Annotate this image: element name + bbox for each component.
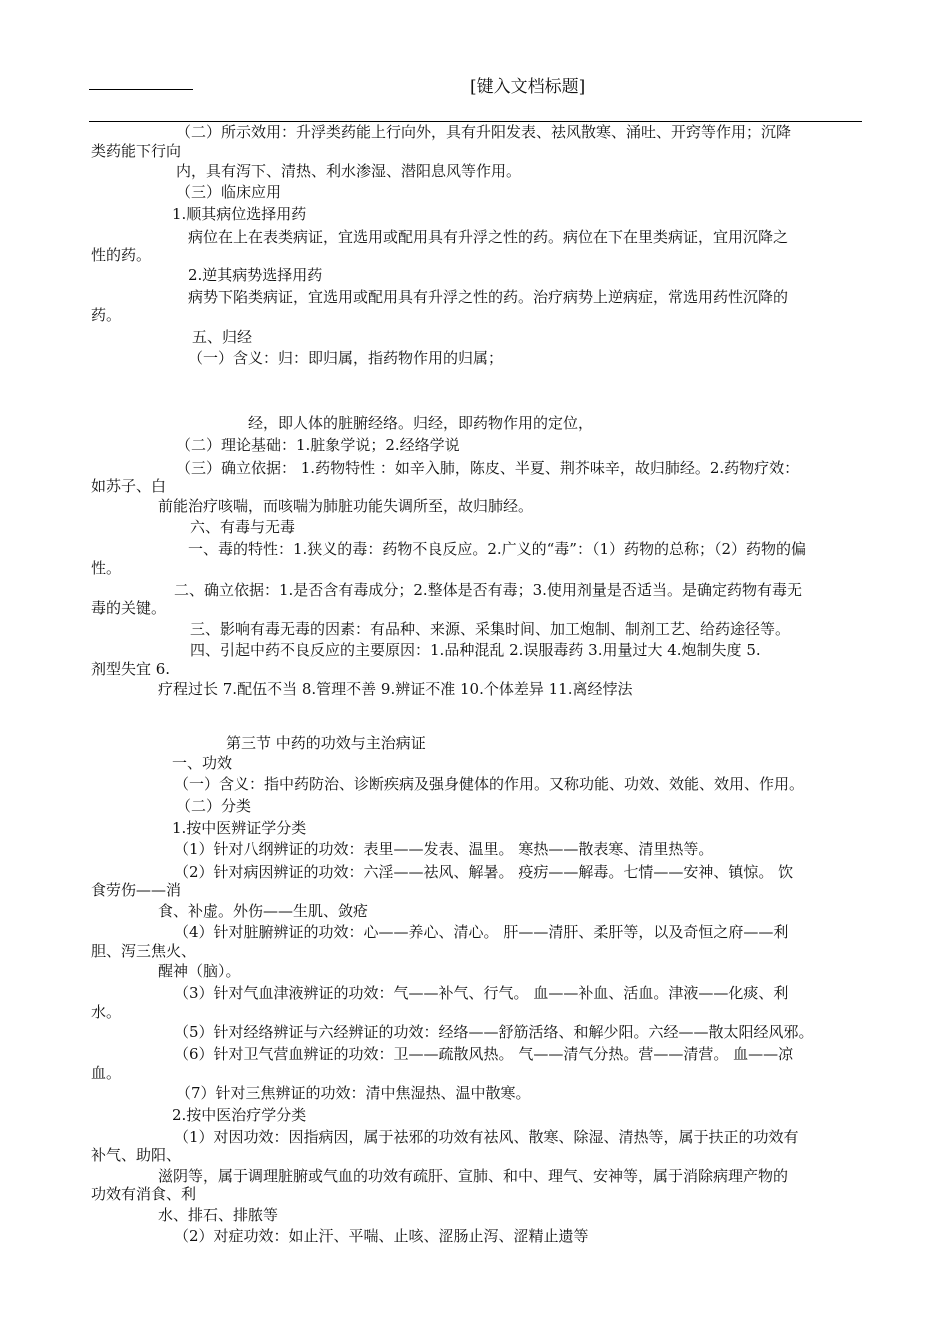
text-line: 类药能下行向 <box>91 142 182 160</box>
subsection-heading: 1.顺其病位选择用药 <box>172 205 307 223</box>
text-line: 病势下陷类病证，宜选用或配用具有升浮之性的药。治疗病势上逆病症，常选用药性沉降的 <box>188 288 789 306</box>
text-line: （7）针对三焦辨证的功效：清中焦湿热、温中散寒。 <box>176 1084 531 1102</box>
text-line: 性的药。 <box>91 246 152 264</box>
text-line: （一）含义：归：即归属，指药物作用的归属； <box>188 349 504 367</box>
text-line: 经，即人体的脏腑经络。归经，即药物作用的定位， <box>248 414 594 432</box>
text-line: 前能治疗咳喘，而咳喘为肺脏功能失调所至，故归肺经。 <box>158 497 534 515</box>
text-line: 食、补虚。外伤——生肌、敛疮 <box>158 902 369 920</box>
text-line: （6）针对卫气营血辨证的功效：卫——疏散风热。 气——清气分热。营——清营。 血——凉 <box>174 1045 794 1063</box>
text-line: 胆、泻三焦火、 <box>91 942 197 960</box>
text-line: 血。 <box>91 1064 122 1082</box>
text-line: 二、确立依据：1.是否含有毒成分；2.整体是否有毒；3.使用剂量是否适当。是确定药物有毒无 <box>174 581 802 599</box>
text-line: （3）针对气血津液辨证的功效：气——补气、行气。 血——补血、活血。津液——化痰、利 <box>174 984 789 1002</box>
text-line: 剂型失宜 6. <box>91 660 171 678</box>
text-line: 如苏子、白 <box>91 477 167 495</box>
text-line: （三）确立依据： 1.药物特性 ：如辛入肺，陈皮、半夏、荆芥味辛，故归肺经。2.药物疗效： <box>176 459 800 477</box>
text-line: 醒神（脑）。 <box>158 962 241 980</box>
text-line: 四、引起中药不良反应的主要原因：1.品种混乱 2.误服毒药 3.用量过大 4.炮制失度 5. <box>190 641 761 659</box>
text-line: 病位在上在表类病证，宜选用或配用具有升浮之性的药。病位在下在里类病证，宜用沉降之 <box>188 228 789 246</box>
text-line: （二）所示效用：升浮类药能上行向外，具有升阳发表、祛风散寒、涌吐、开窍等作用；沉降 <box>176 123 792 141</box>
text-line: 食劳伤——消 <box>91 881 182 899</box>
text-line: 性。 <box>91 559 122 577</box>
section-heading: 六、有毒与无毒 <box>190 518 296 536</box>
text-line: （一）含义：指中药防治、诊断疾病及强身健体的作用。又称功能、功效、效能、效用、作用。 <box>174 775 805 793</box>
text-line: （2）对症功效：如止汗、平喘、止咳、涩肠止泻、涩精止遗等 <box>174 1227 589 1245</box>
text-line: （4）针对脏腑辨证的功效：心——养心、清心。 肝——清肝、柔肝等，以及奇恒之府——利 <box>174 923 789 941</box>
text-line: 补气、助阳、 <box>91 1146 182 1164</box>
text-line: （1）对因功效：因指病因，属于祛邪的功效有祛风、散寒、除湿、清热等，属于扶正的功效有 <box>174 1128 799 1146</box>
section-heading: （二）分类 <box>176 797 252 815</box>
section-heading: 五、归经 <box>192 328 253 346</box>
text-line: 药。 <box>91 306 122 324</box>
text-line: 功效有消食、利 <box>91 1185 197 1203</box>
section-heading: （三）临床应用 <box>176 183 282 201</box>
text-line: （5）针对经络辨证与六经辨证的功效：经络——舒筋活络、和解少阳。六经——散太阳经风邪。 <box>174 1023 814 1041</box>
subsection-heading: 2.逆其病势选择用药 <box>188 266 323 284</box>
text-line: （2）针对病因辨证的功效：六淫——祛风、解暑。 疫疠——解毒。七情——安神、镇惊。 饮 <box>174 863 794 881</box>
subsection-heading: 2.按中医治疗学分类 <box>172 1106 307 1124</box>
text-line: 水、排石、排脓等 <box>158 1206 279 1224</box>
text-line: （二）理论基础：1.脏象学说；2.经络学说 <box>176 436 460 454</box>
text-line: 毒的关键。 <box>91 599 167 617</box>
section-heading: 一、功效 <box>172 754 233 772</box>
text-line: 水。 <box>91 1003 122 1021</box>
section-title: 第三节 中药的功效与主治病证 <box>226 734 426 752</box>
text-line: （1）针对八纲辨证的功效：表里——发表、温里。 寒热——散表寒、清里热等。 <box>174 840 714 858</box>
text-line: 疗程过长 7.配伍不当 8.管理不善 9.辨证不准 10.个体差异 11.离经悖法 <box>158 680 633 698</box>
document-title: [键入文档标题] <box>470 77 586 97</box>
text-line: 一、毒的特性：1.狭义的毒：药物不良反应。2.广义的“毒”：（1）药物的总称；（2）药物的偏 <box>188 540 807 558</box>
text-line: 三、影响有毒无毒的因素：有品种、来源、采集时间、加工炮制、制剂工艺、给药途径等。 <box>190 620 791 638</box>
text-line: 内，具有泻下、清热、利水渗湿、潜阳息风等作用。 <box>176 162 522 180</box>
text-line: 滋阴等，属于调理脏腑或气血的功效有疏肝、宣肺、和中、理气、安神等，属于消除病理产物的 <box>158 1167 789 1185</box>
header-short-rule <box>89 89 193 90</box>
subsection-heading: 1.按中医辨证学分类 <box>172 819 307 837</box>
